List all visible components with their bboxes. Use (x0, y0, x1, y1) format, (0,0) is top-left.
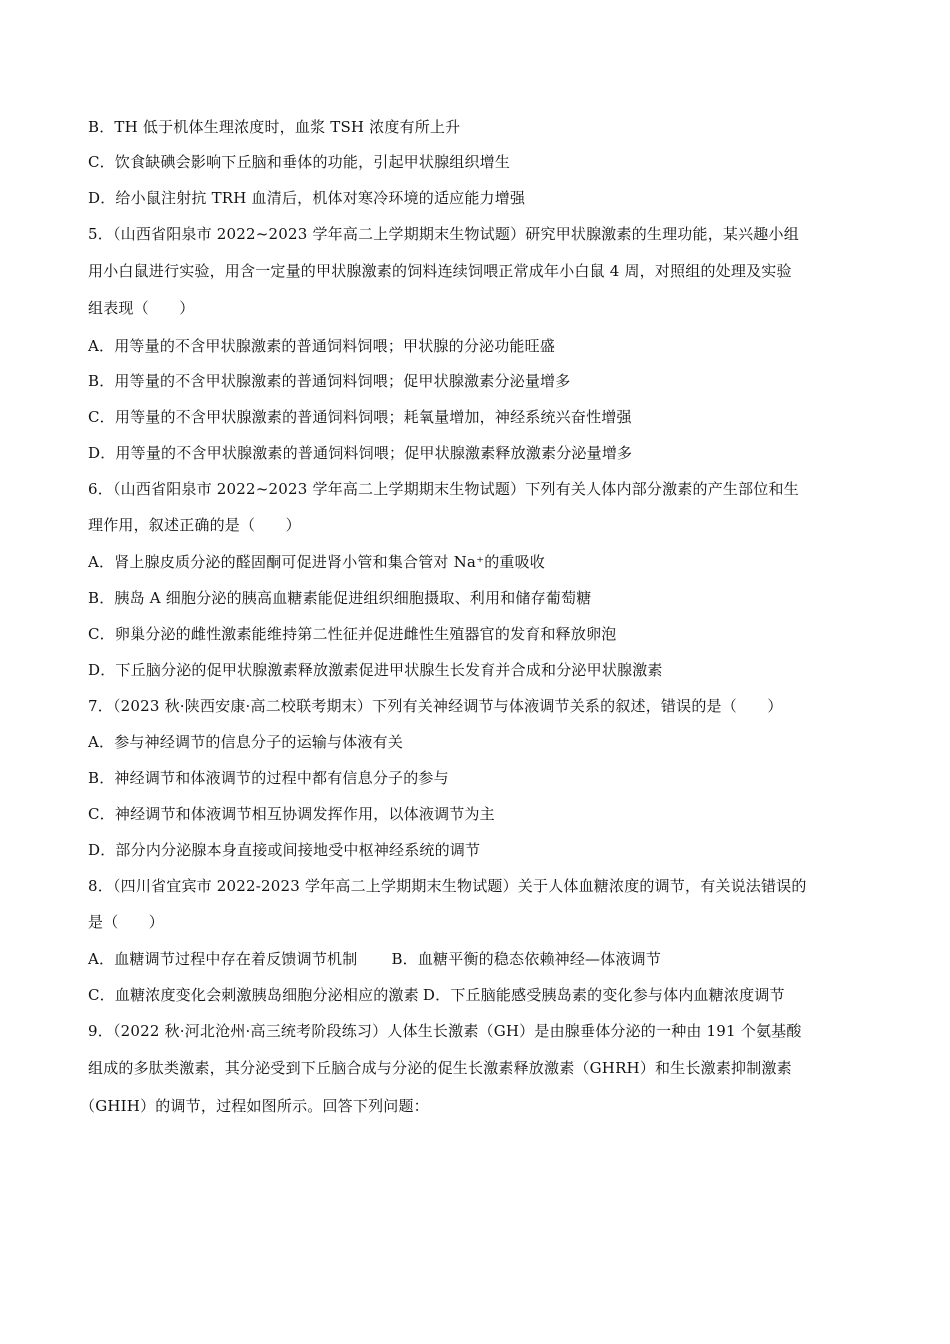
q5-option-d: D．用等量的不含甲状腺激素的普通饲料饲喂；促甲状腺激素释放激素分泌量增多 (88, 444, 633, 462)
q5-option-c: C．用等量的不含甲状腺激素的普通饲料饲喂；耗氧量增加，神经系统兴奋性增强 (88, 408, 632, 426)
q8-option-a: A．血糖调节过程中存在着反馈调节机制 (88, 950, 358, 968)
q8-options-row2 (88, 985, 878, 1005)
q5-option-a: A．用等量的不含甲状腺激素的普通饲料饲喂；甲状腺的分泌功能旺盛 (88, 337, 556, 355)
q4-option-b: B．TH 低于机体生理浓度时，血浆 TSH 浓度有所上升 (88, 118, 461, 136)
q7-option-c: C．神经调节和体液调节相互协调发挥作用，以体液调节为主 (88, 805, 495, 823)
q7-option-d: D．部分内分泌腺本身直接或间接地受中枢神经系统的调节 (88, 841, 481, 859)
q9-stem-line2: 组成的多肽类激素，其分泌受到下丘脑合成与分泌的促生长激素释放激素（GHRH）和生长激素抑制激素 (88, 1059, 792, 1077)
q8-stem-line2: 是（ ） (88, 913, 165, 931)
q6-option-c: C．卵巢分泌的雌性激素能维持第二性征并促进雌性生殖器官的发育和释放卵泡 (88, 625, 617, 643)
q6-option-d: D．下丘脑分泌的促甲状腺激素释放激素促进甲状腺生长发育并合成和分泌甲状腺激素 (88, 661, 663, 679)
q4-option-d: D．给小鼠注射抗 TRH 血清后，机体对寒冷环境的适应能力增强 (88, 189, 526, 207)
q6-option-b: B．胰岛 A 细胞分泌的胰高血糖素能促进组织细胞摄取、利用和储存葡萄糖 (88, 589, 592, 607)
q7-stem: 7．（2023 秋·陕西安康·高二校联考期末）下列有关神经调节与体液调节关系的叙述，错误的是（ ） (88, 697, 783, 715)
q6-stem-line2: 理作用，叙述正确的是（ ） (88, 516, 301, 534)
q5-option-b: B．用等量的不含甲状腺激素的普通饲料饲喂；促甲状腺激素分泌量增多 (88, 372, 571, 390)
q7-option-b: B．神经调节和体液调节的过程中都有信息分子的参与 (88, 769, 449, 787)
q8-option-d: D．下丘脑能感受胰岛素的变化参与体内血糖浓度调节 (422, 986, 785, 1004)
q5-stem-line1: 5．（山西省阳泉市 2022~2023 学年高二上学期期末生物试题）研究甲状腺激素的生理功能，某兴趣小组 (88, 225, 799, 243)
q9-stem-line1: 9．（2022 秋·河北沧州·高三统考阶段练习）人体生长激素（GH）是由腺垂体分泌的一种由 191 个氨基酸 (88, 1022, 802, 1040)
q4-option-c: C．饮食缺碘会影响下丘脑和垂体的功能，引起甲状腺组织增生 (88, 153, 511, 171)
q6-stem-line1: 6．（山西省阳泉市 2022~2023 学年高二上学期期末生物试题）下列有关人体内部分激素的产生部位和生 (88, 480, 799, 498)
q8-option-b: B．血糖平衡的稳态依赖神经—体液调节 (391, 950, 662, 968)
q7-option-a: A．参与神经调节的信息分子的运输与体液有关 (88, 733, 404, 751)
q5-stem-line2: 用小白鼠进行实验，用含一定量的甲状腺激素的饲料连续饲喂正常成年小白鼠 4 周，对照组的处理及实验 (88, 262, 792, 280)
q8-option-c: C．血糖浓度变化会刺激胰岛细胞分泌相应的激素 (88, 986, 419, 1004)
q5-stem-line3: 组表现（ ） (88, 299, 195, 317)
q9-stem-line3: （GHIH）的调节，过程如图所示。回答下列问题： (80, 1097, 429, 1115)
q8-options-row1 (88, 949, 878, 969)
q8-stem-line1: 8．（四川省宜宾市 2022-2023 学年高二上学期期末生物试题）关于人体血糖浓度的调节，有关说法错误的 (88, 877, 807, 895)
q6-option-a: A．肾上腺皮质分泌的醛固酮可促进肾小管和集合管对 Na⁺的重吸收 (88, 553, 545, 571)
